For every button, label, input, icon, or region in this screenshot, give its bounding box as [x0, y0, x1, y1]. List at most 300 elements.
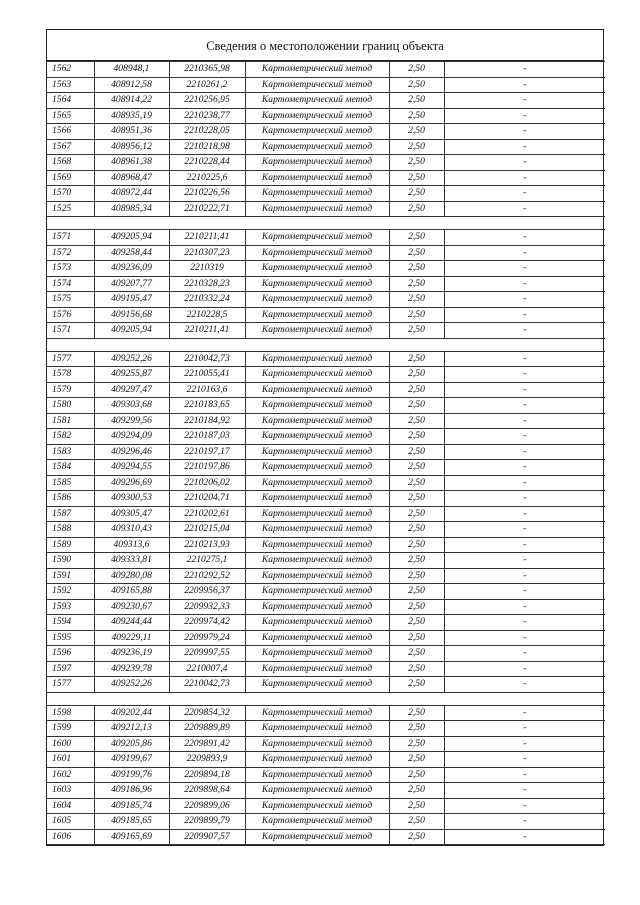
x-coordinate-cell: 409236,19: [94, 646, 169, 662]
x-coordinate-cell: 408968,47: [94, 170, 169, 186]
y-coordinate-cell: 2210211,41: [169, 230, 245, 246]
separator-cell: [169, 692, 245, 705]
group-separator: [47, 217, 605, 230]
y-coordinate-cell: 2210228,44: [169, 155, 245, 171]
method-cell: Картометрический метод: [245, 367, 389, 383]
point-number-cell: 1578: [47, 367, 94, 383]
point-number-cell: 1587: [47, 506, 94, 522]
x-coordinate-cell: 409258,44: [94, 245, 169, 261]
description-cell: -: [444, 108, 605, 124]
point-number-cell: 1567: [47, 139, 94, 155]
accuracy-cell: 2,50: [389, 661, 444, 677]
point-number-cell: 1576: [47, 307, 94, 323]
method-cell: Картометрический метод: [245, 155, 389, 171]
table-row: [47, 413, 605, 429]
group-separator: [47, 338, 605, 351]
table-row: [47, 170, 605, 186]
accuracy-cell: 2,50: [389, 170, 444, 186]
point-number-cell: 1571: [47, 323, 94, 339]
accuracy-cell: 2,50: [389, 721, 444, 737]
accuracy-cell: 2,50: [389, 276, 444, 292]
method-cell: Картометрический метод: [245, 615, 389, 631]
accuracy-cell: 2,50: [389, 367, 444, 383]
accuracy-cell: 2,50: [389, 537, 444, 553]
table-row: [47, 522, 605, 538]
y-coordinate-cell: 2210222,71: [169, 201, 245, 217]
point-number-cell: 1582: [47, 429, 94, 445]
y-coordinate-cell: 2210197,86: [169, 460, 245, 476]
accuracy-cell: 2,50: [389, 736, 444, 752]
document-title: Сведения о местоположении границ объекта: [47, 30, 603, 61]
description-cell: -: [444, 93, 605, 109]
method-cell: Картометрический метод: [245, 798, 389, 814]
separator-cell: [47, 338, 94, 351]
separator-cell: [245, 692, 389, 705]
table-row: [47, 491, 605, 507]
method-cell: Картометрический метод: [245, 475, 389, 491]
x-coordinate-cell: 408912,58: [94, 77, 169, 93]
accuracy-cell: 2,50: [389, 201, 444, 217]
description-cell: -: [444, 139, 605, 155]
accuracy-cell: 2,50: [389, 186, 444, 202]
table-row: [47, 584, 605, 600]
x-coordinate-cell: 409305,47: [94, 506, 169, 522]
separator-cell: [245, 217, 389, 230]
y-coordinate-cell: 2209979,24: [169, 630, 245, 646]
accuracy-cell: 2,50: [389, 506, 444, 522]
method-cell: Картометрический метод: [245, 630, 389, 646]
point-number-cell: 1588: [47, 522, 94, 538]
x-coordinate-cell: 409294,55: [94, 460, 169, 476]
description-cell: -: [444, 367, 605, 383]
y-coordinate-cell: 2210202,61: [169, 506, 245, 522]
y-coordinate-cell: 2209956,37: [169, 584, 245, 600]
method-cell: Картометрический метод: [245, 537, 389, 553]
method-cell: Картометрический метод: [245, 599, 389, 615]
table-row: [47, 736, 605, 752]
description-cell: -: [444, 553, 605, 569]
method-cell: Картометрический метод: [245, 124, 389, 140]
table-row: [47, 475, 605, 491]
table-row: [47, 783, 605, 799]
x-coordinate-cell: 409185,74: [94, 798, 169, 814]
point-number-cell: 1584: [47, 460, 94, 476]
table-row: [47, 798, 605, 814]
y-coordinate-cell: 2209997,55: [169, 646, 245, 662]
point-number-cell: 1593: [47, 599, 94, 615]
point-number-cell: 1589: [47, 537, 94, 553]
description-cell: -: [444, 170, 605, 186]
x-coordinate-cell: 409205,86: [94, 736, 169, 752]
y-coordinate-cell: 2210206,02: [169, 475, 245, 491]
x-coordinate-cell: 408956,12: [94, 139, 169, 155]
description-cell: -: [444, 783, 605, 799]
method-cell: Картометрический метод: [245, 230, 389, 246]
separator-cell: [169, 217, 245, 230]
table-row: [47, 429, 605, 445]
point-number-cell: 1595: [47, 630, 94, 646]
separator-cell: [245, 338, 389, 351]
accuracy-cell: 2,50: [389, 444, 444, 460]
table-row: [47, 615, 605, 631]
point-number-cell: 1573: [47, 261, 94, 277]
description-cell: -: [444, 767, 605, 783]
method-cell: Картометрический метод: [245, 752, 389, 768]
method-cell: Картометрический метод: [245, 553, 389, 569]
x-coordinate-cell: 409296,69: [94, 475, 169, 491]
y-coordinate-cell: 2209889,89: [169, 721, 245, 737]
x-coordinate-cell: 409252,26: [94, 351, 169, 367]
y-coordinate-cell: 2209899,06: [169, 798, 245, 814]
point-number-cell: 1597: [47, 661, 94, 677]
y-coordinate-cell: 2210204,71: [169, 491, 245, 507]
x-coordinate-cell: 409230,67: [94, 599, 169, 615]
x-coordinate-cell: 409207,77: [94, 276, 169, 292]
table-row: [47, 276, 605, 292]
table-row: [47, 829, 605, 845]
description-cell: -: [444, 429, 605, 445]
y-coordinate-cell: 2210187,03: [169, 429, 245, 445]
method-cell: Картометрический метод: [245, 201, 389, 217]
description-cell: -: [444, 721, 605, 737]
separator-cell: [94, 338, 169, 351]
table-row: [47, 677, 605, 693]
accuracy-cell: 2,50: [389, 398, 444, 414]
x-coordinate-cell: 409199,67: [94, 752, 169, 768]
point-number-cell: 1596: [47, 646, 94, 662]
accuracy-cell: 2,50: [389, 568, 444, 584]
description-cell: -: [444, 307, 605, 323]
y-coordinate-cell: 2209891,42: [169, 736, 245, 752]
y-coordinate-cell: 2210319: [169, 261, 245, 277]
point-number-cell: 1525: [47, 201, 94, 217]
point-number-cell: 1602: [47, 767, 94, 783]
description-cell: -: [444, 292, 605, 308]
accuracy-cell: 2,50: [389, 429, 444, 445]
point-number-cell: 1585: [47, 475, 94, 491]
y-coordinate-cell: 2210213,93: [169, 537, 245, 553]
separator-cell: [444, 338, 605, 351]
description-cell: -: [444, 752, 605, 768]
group-separator: [47, 692, 605, 705]
x-coordinate-cell: 408961,38: [94, 155, 169, 171]
y-coordinate-cell: 2210328,23: [169, 276, 245, 292]
table-row: [47, 630, 605, 646]
method-cell: Картометрический метод: [245, 170, 389, 186]
x-coordinate-cell: 409294,09: [94, 429, 169, 445]
table-row: [47, 444, 605, 460]
method-cell: Картометрический метод: [245, 62, 389, 78]
description-cell: -: [444, 186, 605, 202]
table-row: [47, 460, 605, 476]
point-number-cell: 1568: [47, 155, 94, 171]
separator-cell: [389, 338, 444, 351]
x-coordinate-cell: 408935,19: [94, 108, 169, 124]
y-coordinate-cell: 2210228,5: [169, 307, 245, 323]
method-cell: Картометрический метод: [245, 307, 389, 323]
table-row: [47, 155, 605, 171]
table-row: [47, 767, 605, 783]
x-coordinate-cell: 409185,65: [94, 814, 169, 830]
description-cell: -: [444, 382, 605, 398]
y-coordinate-cell: 2210307,23: [169, 245, 245, 261]
method-cell: Картометрический метод: [245, 460, 389, 476]
table-row: [47, 537, 605, 553]
description-cell: -: [444, 413, 605, 429]
method-cell: Картометрический метод: [245, 186, 389, 202]
y-coordinate-cell: 2209894,18: [169, 767, 245, 783]
method-cell: Картометрический метод: [245, 705, 389, 721]
x-coordinate-cell: 409205,94: [94, 230, 169, 246]
accuracy-cell: 2,50: [389, 93, 444, 109]
accuracy-cell: 2,50: [389, 798, 444, 814]
point-number-cell: 1577: [47, 677, 94, 693]
x-coordinate-cell: 408985,34: [94, 201, 169, 217]
table-row: [47, 367, 605, 383]
table-row: [47, 62, 605, 78]
table-row: [47, 568, 605, 584]
table-row: [47, 506, 605, 522]
x-coordinate-cell: 409300,53: [94, 491, 169, 507]
point-number-cell: 1572: [47, 245, 94, 261]
accuracy-cell: 2,50: [389, 139, 444, 155]
description-cell: -: [444, 444, 605, 460]
table-row: [47, 261, 605, 277]
point-number-cell: 1592: [47, 584, 94, 600]
method-cell: Картометрический метод: [245, 506, 389, 522]
accuracy-cell: 2,50: [389, 382, 444, 398]
y-coordinate-cell: 2209899,79: [169, 814, 245, 830]
point-number-cell: 1590: [47, 553, 94, 569]
table-row: [47, 661, 605, 677]
table-row: [47, 646, 605, 662]
table-row: [47, 245, 605, 261]
y-coordinate-cell: 2210218,98: [169, 139, 245, 155]
point-number-cell: 1601: [47, 752, 94, 768]
method-cell: Картометрический метод: [245, 661, 389, 677]
y-coordinate-cell: 2209893,9: [169, 752, 245, 768]
accuracy-cell: 2,50: [389, 767, 444, 783]
description-cell: -: [444, 351, 605, 367]
y-coordinate-cell: 2210365,98: [169, 62, 245, 78]
point-number-cell: 1603: [47, 783, 94, 799]
accuracy-cell: 2,50: [389, 323, 444, 339]
method-cell: Картометрический метод: [245, 568, 389, 584]
description-cell: -: [444, 77, 605, 93]
table-row: [47, 186, 605, 202]
table-row: [47, 599, 605, 615]
y-coordinate-cell: 2209854,32: [169, 705, 245, 721]
separator-cell: [47, 692, 94, 705]
accuracy-cell: 2,50: [389, 307, 444, 323]
method-cell: Картометрический метод: [245, 767, 389, 783]
x-coordinate-cell: 409195,47: [94, 292, 169, 308]
method-cell: Картометрический метод: [245, 261, 389, 277]
separator-cell: [389, 217, 444, 230]
accuracy-cell: 2,50: [389, 413, 444, 429]
table-row: [47, 814, 605, 830]
table-row: [47, 124, 605, 140]
table-row: [47, 382, 605, 398]
method-cell: Картометрический метод: [245, 429, 389, 445]
method-cell: Картометрический метод: [245, 677, 389, 693]
accuracy-cell: 2,50: [389, 584, 444, 600]
separator-cell: [444, 692, 605, 705]
point-number-cell: 1577: [47, 351, 94, 367]
x-coordinate-cell: 409252,26: [94, 677, 169, 693]
y-coordinate-cell: 2210228,05: [169, 124, 245, 140]
description-cell: -: [444, 491, 605, 507]
point-number-cell: 1598: [47, 705, 94, 721]
accuracy-cell: 2,50: [389, 491, 444, 507]
table-row: [47, 201, 605, 217]
accuracy-cell: 2,50: [389, 630, 444, 646]
table-row: [47, 323, 605, 339]
description-cell: -: [444, 599, 605, 615]
description-cell: -: [444, 276, 605, 292]
point-number-cell: 1591: [47, 568, 94, 584]
description-cell: -: [444, 615, 605, 631]
x-coordinate-cell: 409212,13: [94, 721, 169, 737]
description-cell: -: [444, 460, 605, 476]
point-number-cell: 1563: [47, 77, 94, 93]
method-cell: Картометрический метод: [245, 584, 389, 600]
table-row: [47, 553, 605, 569]
table-row: [47, 108, 605, 124]
table-row: [47, 77, 605, 93]
y-coordinate-cell: 2210261,2: [169, 77, 245, 93]
x-coordinate-cell: 409156,68: [94, 307, 169, 323]
x-coordinate-cell: 409297,47: [94, 382, 169, 398]
y-coordinate-cell: 2210184,92: [169, 413, 245, 429]
point-number-cell: 1599: [47, 721, 94, 737]
description-cell: -: [444, 705, 605, 721]
description-cell: -: [444, 798, 605, 814]
accuracy-cell: 2,50: [389, 351, 444, 367]
y-coordinate-cell: 2209907,57: [169, 829, 245, 845]
y-coordinate-cell: 2209932,33: [169, 599, 245, 615]
point-number-cell: 1580: [47, 398, 94, 414]
method-cell: Картометрический метод: [245, 736, 389, 752]
y-coordinate-cell: 2209974,42: [169, 615, 245, 631]
point-number-cell: 1574: [47, 276, 94, 292]
table-body: [47, 62, 605, 845]
x-coordinate-cell: 409186,96: [94, 783, 169, 799]
x-coordinate-cell: 408951,36: [94, 124, 169, 140]
y-coordinate-cell: 2210163,6: [169, 382, 245, 398]
boundary-points-table: [47, 61, 605, 845]
x-coordinate-cell: 409296,46: [94, 444, 169, 460]
method-cell: Картометрический метод: [245, 646, 389, 662]
table-row: [47, 752, 605, 768]
accuracy-cell: 2,50: [389, 261, 444, 277]
point-number-cell: 1566: [47, 124, 94, 140]
accuracy-cell: 2,50: [389, 705, 444, 721]
accuracy-cell: 2,50: [389, 155, 444, 171]
x-coordinate-cell: 409239,78: [94, 661, 169, 677]
method-cell: Картометрический метод: [245, 814, 389, 830]
y-coordinate-cell: 2210275,1: [169, 553, 245, 569]
table-row: [47, 398, 605, 414]
x-coordinate-cell: 409255,87: [94, 367, 169, 383]
method-cell: Картометрический метод: [245, 351, 389, 367]
accuracy-cell: 2,50: [389, 62, 444, 78]
method-cell: Картометрический метод: [245, 522, 389, 538]
accuracy-cell: 2,50: [389, 460, 444, 476]
description-cell: -: [444, 522, 605, 538]
y-coordinate-cell: 2210238,77: [169, 108, 245, 124]
point-number-cell: 1562: [47, 62, 94, 78]
accuracy-cell: 2,50: [389, 814, 444, 830]
description-cell: -: [444, 829, 605, 845]
y-coordinate-cell: 2210292,52: [169, 568, 245, 584]
description-cell: -: [444, 814, 605, 830]
method-cell: Картометрический метод: [245, 382, 389, 398]
table-row: [47, 721, 605, 737]
description-cell: -: [444, 155, 605, 171]
description-cell: -: [444, 584, 605, 600]
method-cell: Картометрический метод: [245, 829, 389, 845]
x-coordinate-cell: 409299,56: [94, 413, 169, 429]
accuracy-cell: 2,50: [389, 646, 444, 662]
x-coordinate-cell: 409199,76: [94, 767, 169, 783]
method-cell: Картометрический метод: [245, 245, 389, 261]
method-cell: Картометрический метод: [245, 292, 389, 308]
point-number-cell: 1575: [47, 292, 94, 308]
description-cell: -: [444, 475, 605, 491]
x-coordinate-cell: 408948,1: [94, 62, 169, 78]
accuracy-cell: 2,50: [389, 230, 444, 246]
y-coordinate-cell: 2210226,56: [169, 186, 245, 202]
accuracy-cell: 2,50: [389, 245, 444, 261]
accuracy-cell: 2,50: [389, 77, 444, 93]
point-number-cell: 1581: [47, 413, 94, 429]
method-cell: Картометрический метод: [245, 398, 389, 414]
point-number-cell: 1571: [47, 230, 94, 246]
y-coordinate-cell: 2210197,17: [169, 444, 245, 460]
accuracy-cell: 2,50: [389, 522, 444, 538]
method-cell: Картометрический метод: [245, 783, 389, 799]
method-cell: Картометрический метод: [245, 413, 389, 429]
method-cell: Картометрический метод: [245, 721, 389, 737]
description-cell: -: [444, 568, 605, 584]
description-cell: -: [444, 537, 605, 553]
method-cell: Картометрический метод: [245, 139, 389, 155]
accuracy-cell: 2,50: [389, 829, 444, 845]
y-coordinate-cell: 2210042,73: [169, 677, 245, 693]
accuracy-cell: 2,50: [389, 475, 444, 491]
accuracy-cell: 2,50: [389, 677, 444, 693]
y-coordinate-cell: 2210211,41: [169, 323, 245, 339]
x-coordinate-cell: 408914,22: [94, 93, 169, 109]
point-number-cell: 1579: [47, 382, 94, 398]
y-coordinate-cell: 2210256,95: [169, 93, 245, 109]
accuracy-cell: 2,50: [389, 108, 444, 124]
point-number-cell: 1569: [47, 170, 94, 186]
document-sheet: [46, 29, 604, 846]
x-coordinate-cell: 409165,69: [94, 829, 169, 845]
accuracy-cell: 2,50: [389, 553, 444, 569]
description-cell: -: [444, 261, 605, 277]
y-coordinate-cell: 2210007,4: [169, 661, 245, 677]
description-cell: -: [444, 201, 605, 217]
method-cell: Картометрический метод: [245, 444, 389, 460]
x-coordinate-cell: 409202,44: [94, 705, 169, 721]
table-row: [47, 351, 605, 367]
method-cell: Картометрический метод: [245, 491, 389, 507]
y-coordinate-cell: 2210183,65: [169, 398, 245, 414]
x-coordinate-cell: 409280,08: [94, 568, 169, 584]
